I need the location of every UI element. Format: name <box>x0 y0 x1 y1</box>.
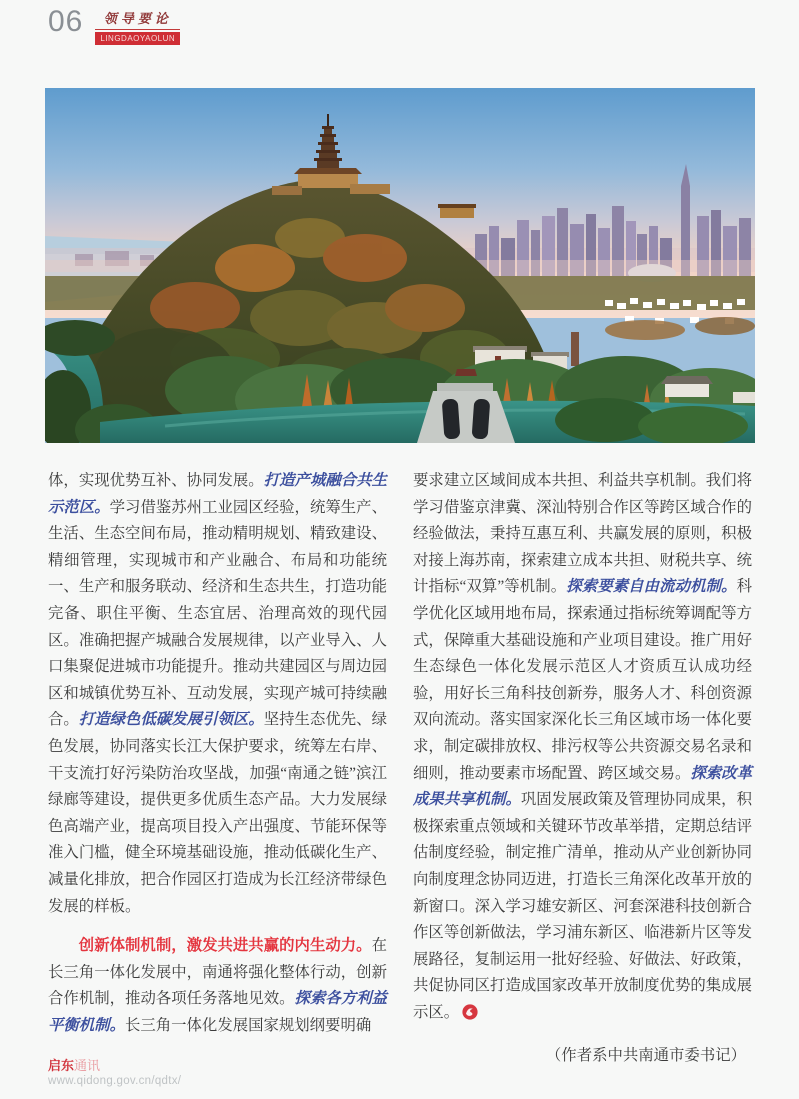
brand-bold: 启东 <box>48 1058 75 1073</box>
text-run-blue: 打造产城融合共生示范区。 <box>48 472 387 516</box>
publication-brand <box>48 1058 181 1074</box>
text-run-normal: 坚持生态优先、绿色发展，协同落实长江大保护要求，统筹左右岸、干支流打好污染防治攻坚战，加强“南通之链”滨江绿廊等建设，提供更多优质生态产品。大力发展绿色高端产业，提高项目投入产出强度、节能环保等准入门槛，健全环境基础设施，推动低碳化生产、减量化排放，把合作园区打造成为长江经济带绿色发展的样板。 <box>48 711 387 915</box>
article-end-seal-icon <box>462 1003 478 1030</box>
text-run-normal: 在长三角一体化发展中，南通将强化整体行动，创新合作机制，推动各项任务落地见效。 <box>48 937 387 1008</box>
text-run-blue: 探索改革成果共享机制。 <box>413 764 752 809</box>
paragraph <box>48 933 387 1039</box>
text-run-normal: 学习借鉴苏州工业园区经验，统筹生产、生活、生态空间布局，推动精明规划、精致建设、精细管理，实现城市和产业融合、布局和功能统一、生产和服务联动、经济和生态共生，打造功能完备、职住平衡、生态宜居、治理高效的现代园区。准确把握产城融合发展规律，以产业导入、人口集聚促进城市功能提升。推动共建园区与周边园区和城镇优势互补、互动发展，实现产城可持续融合。 <box>48 498 387 729</box>
text-run-blue: 探索各方利益平衡机制。 <box>48 990 387 1034</box>
text-run-blue: 探索要素自由流动机制。 <box>566 578 737 596</box>
section-title-roman: LINGDAOYAOLUN <box>95 32 180 45</box>
article-left-column <box>48 468 387 1039</box>
text-run-normal: 科学优化区域用地布局，探索通过指标统筹调配等方式，保障重大基础设施和产业项目建设。推广用好生态绿色一体化发展示范区人才资质互认成功经验，用好长三角科技创新券，服务人才、科创资源双向流动。落实国家深化长三角区域市场一体化要求，制定碳排放权、排污权等公共资源交易名录和细则，推动要素市场配置、跨区域交易。 <box>413 578 752 782</box>
page-footer <box>48 1058 181 1089</box>
author-byline: （作者系中共南通市委书记） <box>545 1047 746 1065</box>
page-header <box>48 6 180 45</box>
website-url: www.qidong.gov.cn/qdtx/ <box>48 1075 182 1087</box>
text-run-normal: 长三角一体化发展国家规划纲要明确 <box>124 1016 372 1034</box>
text-run-red: 创新体制机制，激发共进共赢的内生动力。 <box>78 937 372 955</box>
text-run-normal: 巩固发展政策及管理协同成果，积极探索重点领域和关键环节改革举措，定期总结评估制度经验，制定推广清单，推动从产业创新协同向制度理念协同迈进，打造长三角深化改革开放的新窗口。深入学习雄安新区、河套深港科技创新合作区等创新做法，学习浦东新区、临港新片区等发展路径，复制运用一批好经验、好做法、好政策，共促协同区打造成国家改革开放制度优势的集成展示区。 <box>413 791 752 1021</box>
section-badge <box>95 6 180 45</box>
text-run-normal: 体，实现优势互补、协同发展。 <box>48 472 264 489</box>
paragraph <box>48 468 387 920</box>
paragraph <box>413 468 752 1029</box>
text-run-normal: 要求建立区域间成本共担、利益共享机制。我们将学习借鉴京津冀、深汕特别合作区等跨区域合作的经验做法，秉持互惠互利、共赢发展的原则，积极对接上海苏南，探索建立成本共担、财税共享、统计指标“双算”等机制。 <box>413 472 752 596</box>
section-title: 领导要论 <box>95 8 180 30</box>
article-right-column <box>413 468 752 1070</box>
hero-photo <box>45 88 755 443</box>
text-run-blue: 打造绿色低碳发展引领区。 <box>78 711 264 729</box>
page-number: 06 <box>48 5 84 38</box>
hero-photo-illustration <box>45 88 755 443</box>
brand-light: 通讯 <box>74 1058 101 1073</box>
